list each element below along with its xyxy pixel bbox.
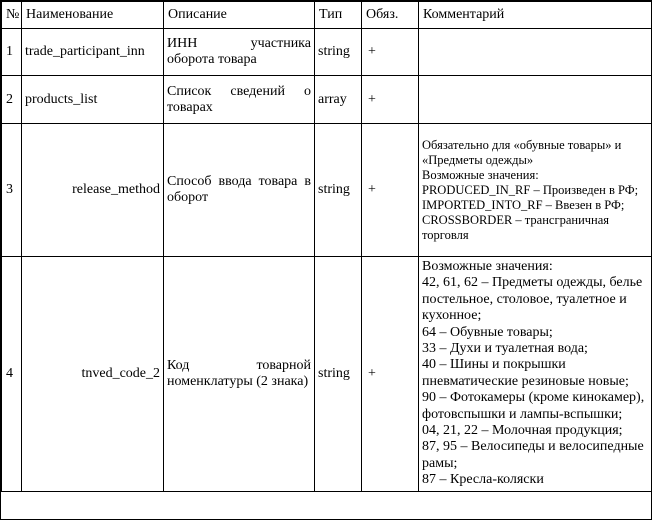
row-field-name: trade_participant_inn	[22, 29, 164, 76]
row-field-name: products_list	[22, 76, 164, 124]
table-row	[2, 76, 652, 124]
comment-line: 33 – Духи и туалетная вода;	[422, 341, 588, 357]
row-field-name: tnved_code_2	[22, 257, 164, 492]
comment-line: Возможные значения:	[422, 167, 539, 182]
header-type: Тип	[315, 2, 362, 29]
row-field-name: release_method	[22, 124, 164, 257]
row-required: +	[362, 257, 419, 492]
comment-line: CROSSBORDER – трансграничная торговля	[422, 212, 610, 242]
row-num: 4	[2, 257, 22, 492]
header-description: Описание	[164, 2, 315, 29]
header-required: Обяз.	[362, 2, 419, 29]
row-type: string	[315, 124, 362, 257]
row-comment	[419, 257, 652, 492]
comment-line: 64 – Обувные товары;	[422, 324, 553, 340]
comment-line: 87, 95 – Велосипеды и велосипедные рамы;	[422, 439, 644, 471]
header-comment: Комментарий	[419, 2, 652, 29]
row-description: Способ ввода товара в оборот	[164, 124, 315, 257]
row-description: ИНН участника оборота товара	[164, 29, 315, 76]
comment-line: 04, 21, 22 – Молочная продукция;	[422, 423, 623, 439]
table-row	[2, 29, 652, 76]
table-row	[2, 257, 652, 492]
comment-line: IMPORTED_INTO_RF – Ввезен в РФ;	[422, 197, 625, 212]
comment-line: PRODUCED_IN_RF – Произведен в РФ;	[422, 182, 639, 197]
row-type: string	[315, 29, 362, 76]
row-required: +	[362, 29, 419, 76]
table-header-row	[2, 2, 652, 29]
row-required: +	[362, 76, 419, 124]
row-comment	[419, 29, 652, 76]
row-comment	[419, 76, 652, 124]
header-num: №	[2, 2, 22, 29]
row-num: 3	[2, 124, 22, 257]
comment-line: 87 – Кресла-коляски	[422, 472, 544, 488]
comment-line: 90 – Фотокамеры (кроме кинокамер), фотовспышки и лампы-вспышки;	[422, 390, 645, 422]
row-required: +	[362, 124, 419, 257]
row-num: 1	[2, 29, 22, 76]
header-name: Наименование	[22, 2, 164, 29]
row-type: array	[315, 76, 362, 124]
comment-line: 42, 61, 62 – Предметы одежды, белье постельное, столовое, туалетное и кухонное;	[422, 275, 643, 324]
table-row	[2, 124, 652, 257]
row-description: Список сведений о товарах	[164, 76, 315, 124]
comment-line: 40 – Шины и покрышки пневматические резиновые новые;	[422, 357, 629, 389]
api-fields-table	[1, 1, 652, 492]
row-comment	[419, 124, 652, 257]
row-num: 2	[2, 76, 22, 124]
row-description: Код товарной номенклатуры (2 знака)	[164, 257, 315, 492]
comment-line: Возможные значения:	[422, 259, 553, 274]
row-type: string	[315, 257, 362, 492]
comment-line: Обязательно для «обувные товары» и «Предметы одежды»	[422, 137, 622, 167]
